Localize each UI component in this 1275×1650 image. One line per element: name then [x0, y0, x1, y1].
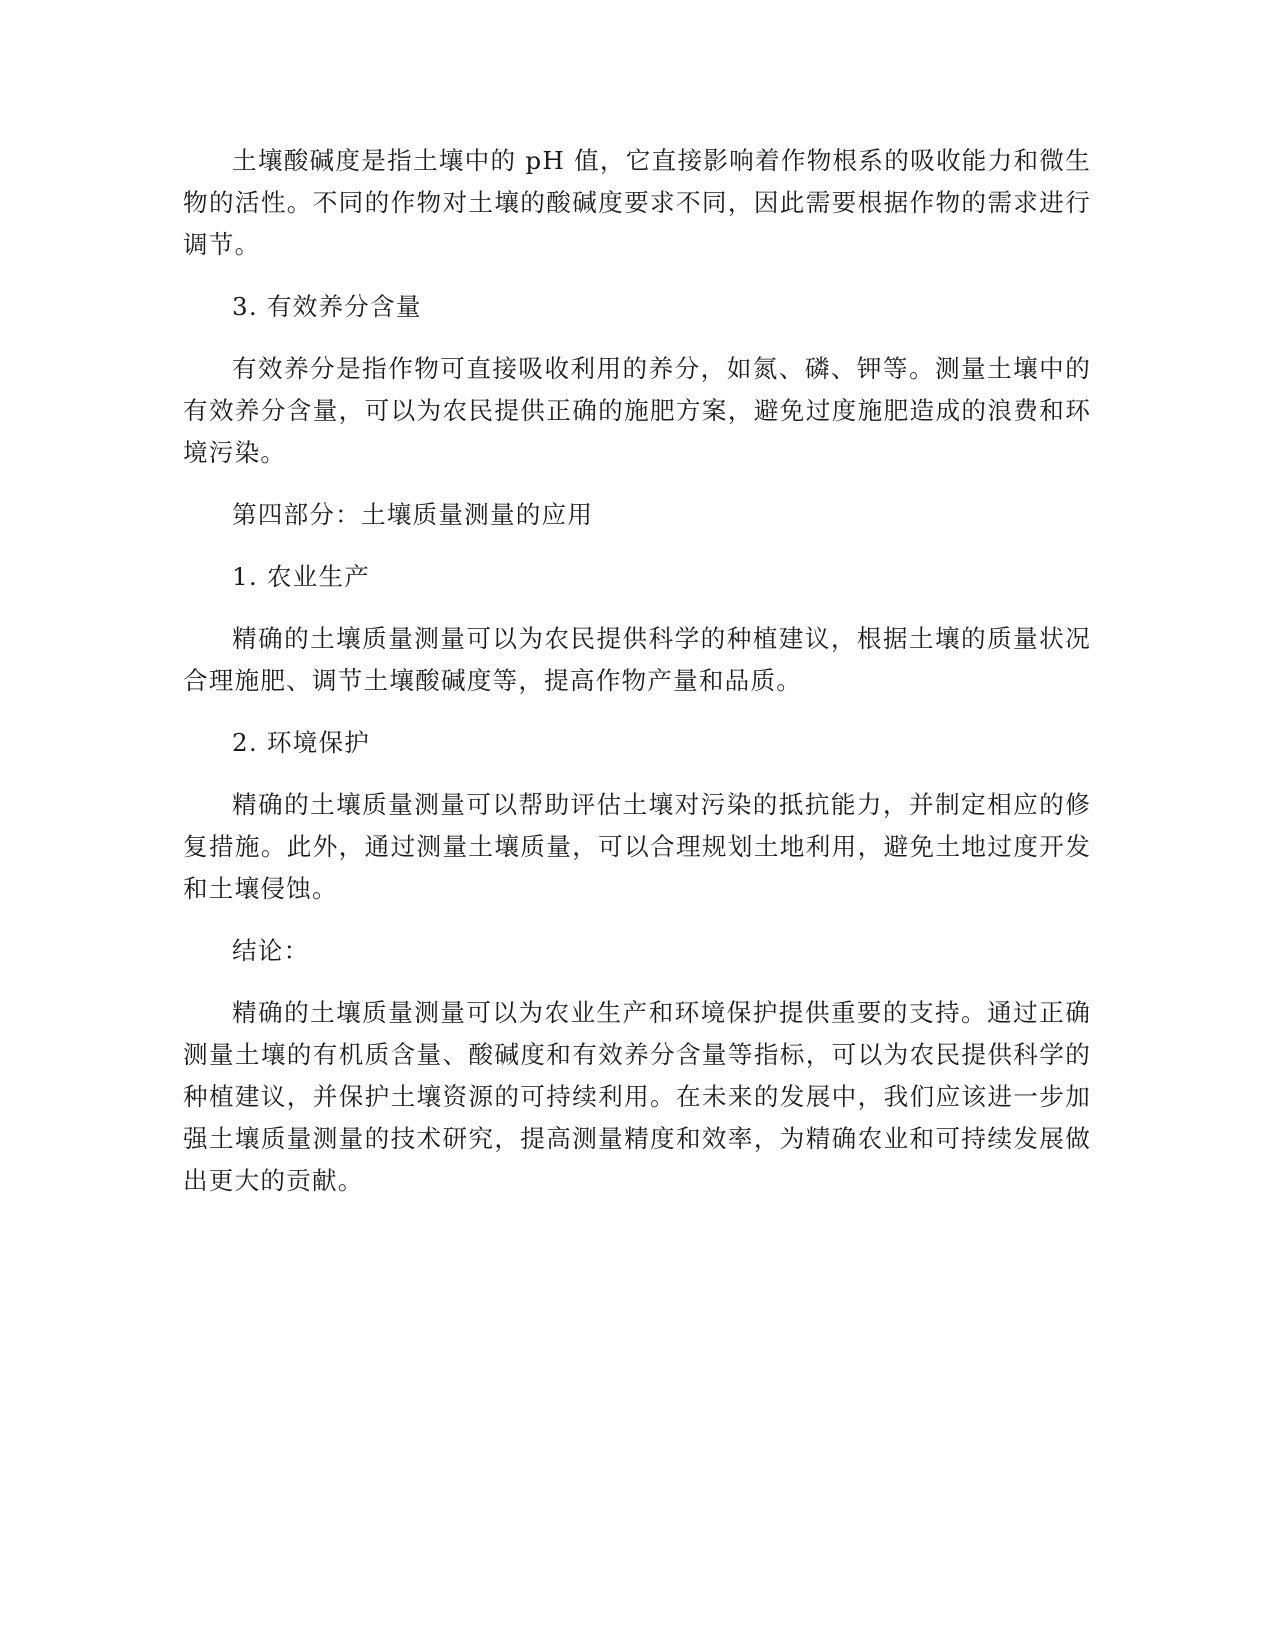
- paragraph-available-nutrients: 有效养分是指作物可直接吸收利用的养分，如氮、磷、钾等。测量土壤中的有效养分含量，可以为农民提供正确的施肥方案，避免过度施肥造成的浪费和环境污染。: [183, 354, 1091, 467]
- heading-part-four: 第四部分：土壤质量测量的应用: [232, 500, 594, 529]
- heading-conclusion: 结论：: [232, 936, 310, 965]
- paragraph-soil-ph: 土壤酸碱度是指土壤中的 pH 值，它直接影响着作物根系的吸收能力和微生物的活性。不同的作物对土壤的酸碱度要求不同，因此需要根据作物的需求进行调节。: [183, 146, 1091, 259]
- heading-environmental-protection: 2. 环境保护: [232, 728, 371, 757]
- document-page: [183, 140, 1091, 1222]
- paragraph-environmental-protection: 精确的土壤质量测量可以帮助评估土壤对污染的抵抗能力，并制定相应的修复措施。此外，通过测量土壤质量，可以合理规划土地利用，避免土地过度开发和土壤侵蚀。: [183, 790, 1091, 903]
- heading-agricultural-production: 1. 农业生产: [232, 562, 371, 591]
- paragraph-agricultural-production: 精确的土壤质量测量可以为农民提供科学的种植建议，根据土壤的质量状况合理施肥、调节土壤酸碱度等，提高作物产量和品质。: [183, 624, 1091, 695]
- paragraph-conclusion: 精确的土壤质量测量可以为农业生产和环境保护提供重要的支持。通过正确测量土壤的有机质含量、酸碱度和有效养分含量等指标，可以为农民提供科学的种植建议，并保护土壤资源的可持续利用。在未来的发展中，我们应该进一步加强土壤质量测量的技术研究，提高测量精度和效率，为精确农业和可持续发展做出更大的贡献。: [183, 998, 1091, 1195]
- heading-available-nutrients: 3. 有效养分含量: [232, 292, 422, 321]
